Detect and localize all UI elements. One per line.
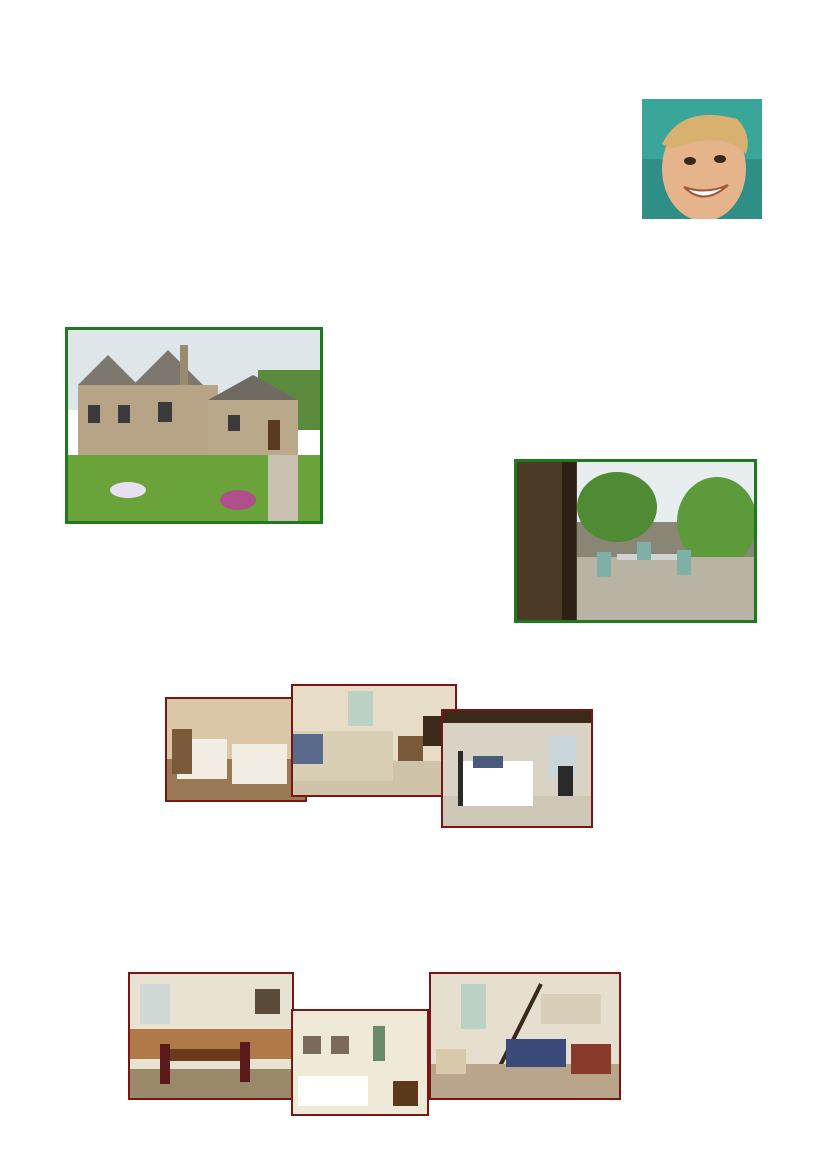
living-room-photo <box>429 972 621 1100</box>
twin-bedroom-photo <box>165 697 307 802</box>
bathroom-photo <box>291 1009 429 1116</box>
back-garden-photo <box>514 459 757 623</box>
master-bedroom-photo <box>291 684 457 797</box>
front-garden-photo <box>65 327 323 524</box>
kitchen-photo <box>128 972 294 1100</box>
double-bedroom-photo <box>441 709 593 828</box>
title-wordart <box>72 60 417 135</box>
page-title <box>72 51 417 69</box>
boy-portrait-photo <box>642 99 762 219</box>
